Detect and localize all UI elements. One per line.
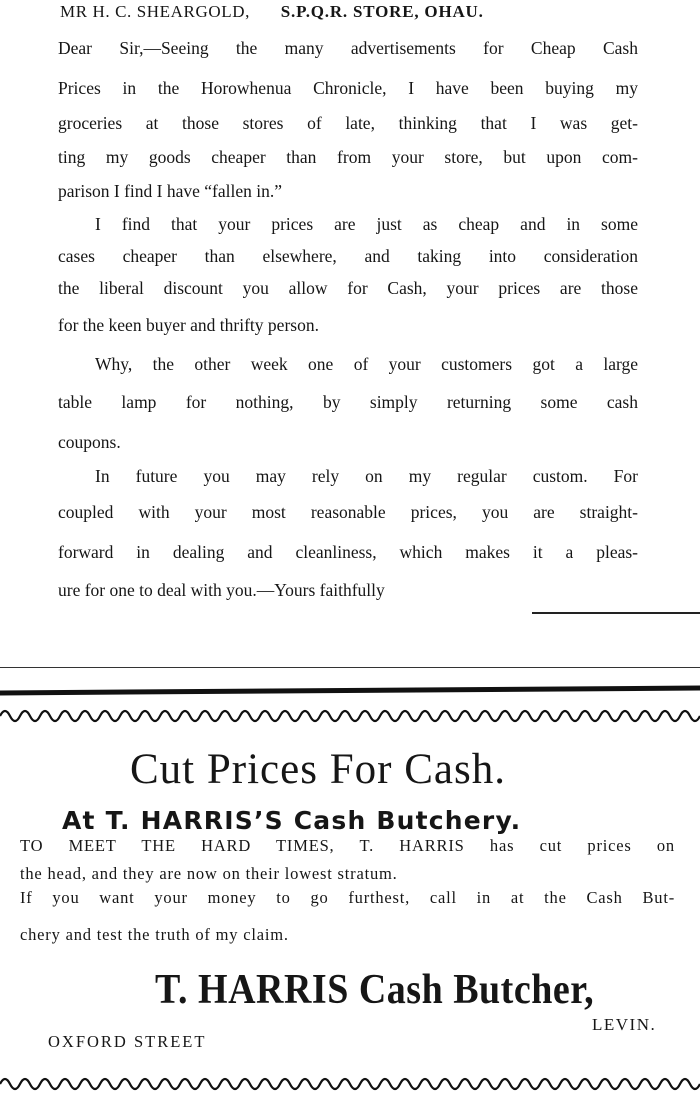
letter-line: for the keen buyer and thrifty person.: [58, 315, 319, 335]
column-divider-thick: [0, 686, 700, 696]
ad-body-line: chery and test the truth of my claim.: [20, 925, 289, 944]
letter-line: ure for one to deal with you.—Yours faithfully: [58, 580, 385, 600]
ad-body-line: the head, and they are now on their lowest stratum.: [20, 864, 398, 883]
letter-line: forward in dealing and cleanliness, which makes it a pleas-: [58, 542, 638, 562]
letter-header: [60, 2, 484, 22]
signature-rule: [532, 612, 700, 614]
store-name: S.P.Q.R. STORE, OHAU.: [280, 2, 484, 21]
ad-headline: Cut Prices For Cash.: [130, 746, 506, 793]
wavy-border-bottom: [0, 1072, 700, 1094]
ad-town: LEVIN.: [592, 1015, 657, 1034]
ad-subheadline: At T. HARRIS’S Cash Butchery.: [62, 806, 522, 835]
letter-line: ting my goods cheaper than from your store, but upon com-: [58, 147, 638, 167]
letter-line: cases cheaper than elsewhere, and taking into consideration: [58, 246, 638, 266]
letter-line: groceries at those stores of late, thinking that I was get-: [58, 113, 638, 133]
wavy-border-top: [0, 702, 700, 724]
letter-line: In future you may rely on my regular custom. For: [95, 466, 638, 486]
addressee-name: MR H. C. SHEARGOLD,: [60, 2, 250, 21]
ad-body-line: If you want your money to go furthest, call in at the Cash But-: [20, 888, 675, 907]
letter-line: Prices in the Horowhenua Chronicle, I have been buying my: [58, 78, 638, 98]
letter-line: I find that your prices are just as cheap and in some: [95, 214, 638, 234]
column-divider-thin: [0, 667, 700, 668]
letter-line: Why, the other week one of your customers got a large: [95, 354, 638, 374]
letter-line: coupons.: [58, 432, 121, 452]
letter-line: table lamp for nothing, by simply returning some cash: [58, 392, 638, 412]
letter-line: the liberal discount you allow for Cash, your prices are those: [58, 278, 638, 298]
ad-street: OXFORD STREET: [48, 1032, 207, 1051]
letter-line: Dear Sir,—Seeing the many advertisements for Cheap Cash: [58, 38, 638, 58]
ad-body-line: TO MEET THE HARD TIMES, T. HARRIS has cut prices on: [20, 836, 675, 855]
ad-business-name: T. HARRIS Cash Butcher,: [155, 966, 595, 1014]
letter-line: coupled with your most reasonable prices, you are straight-: [58, 502, 638, 522]
letter-line: parison I find I have “fallen in.”: [58, 181, 283, 201]
